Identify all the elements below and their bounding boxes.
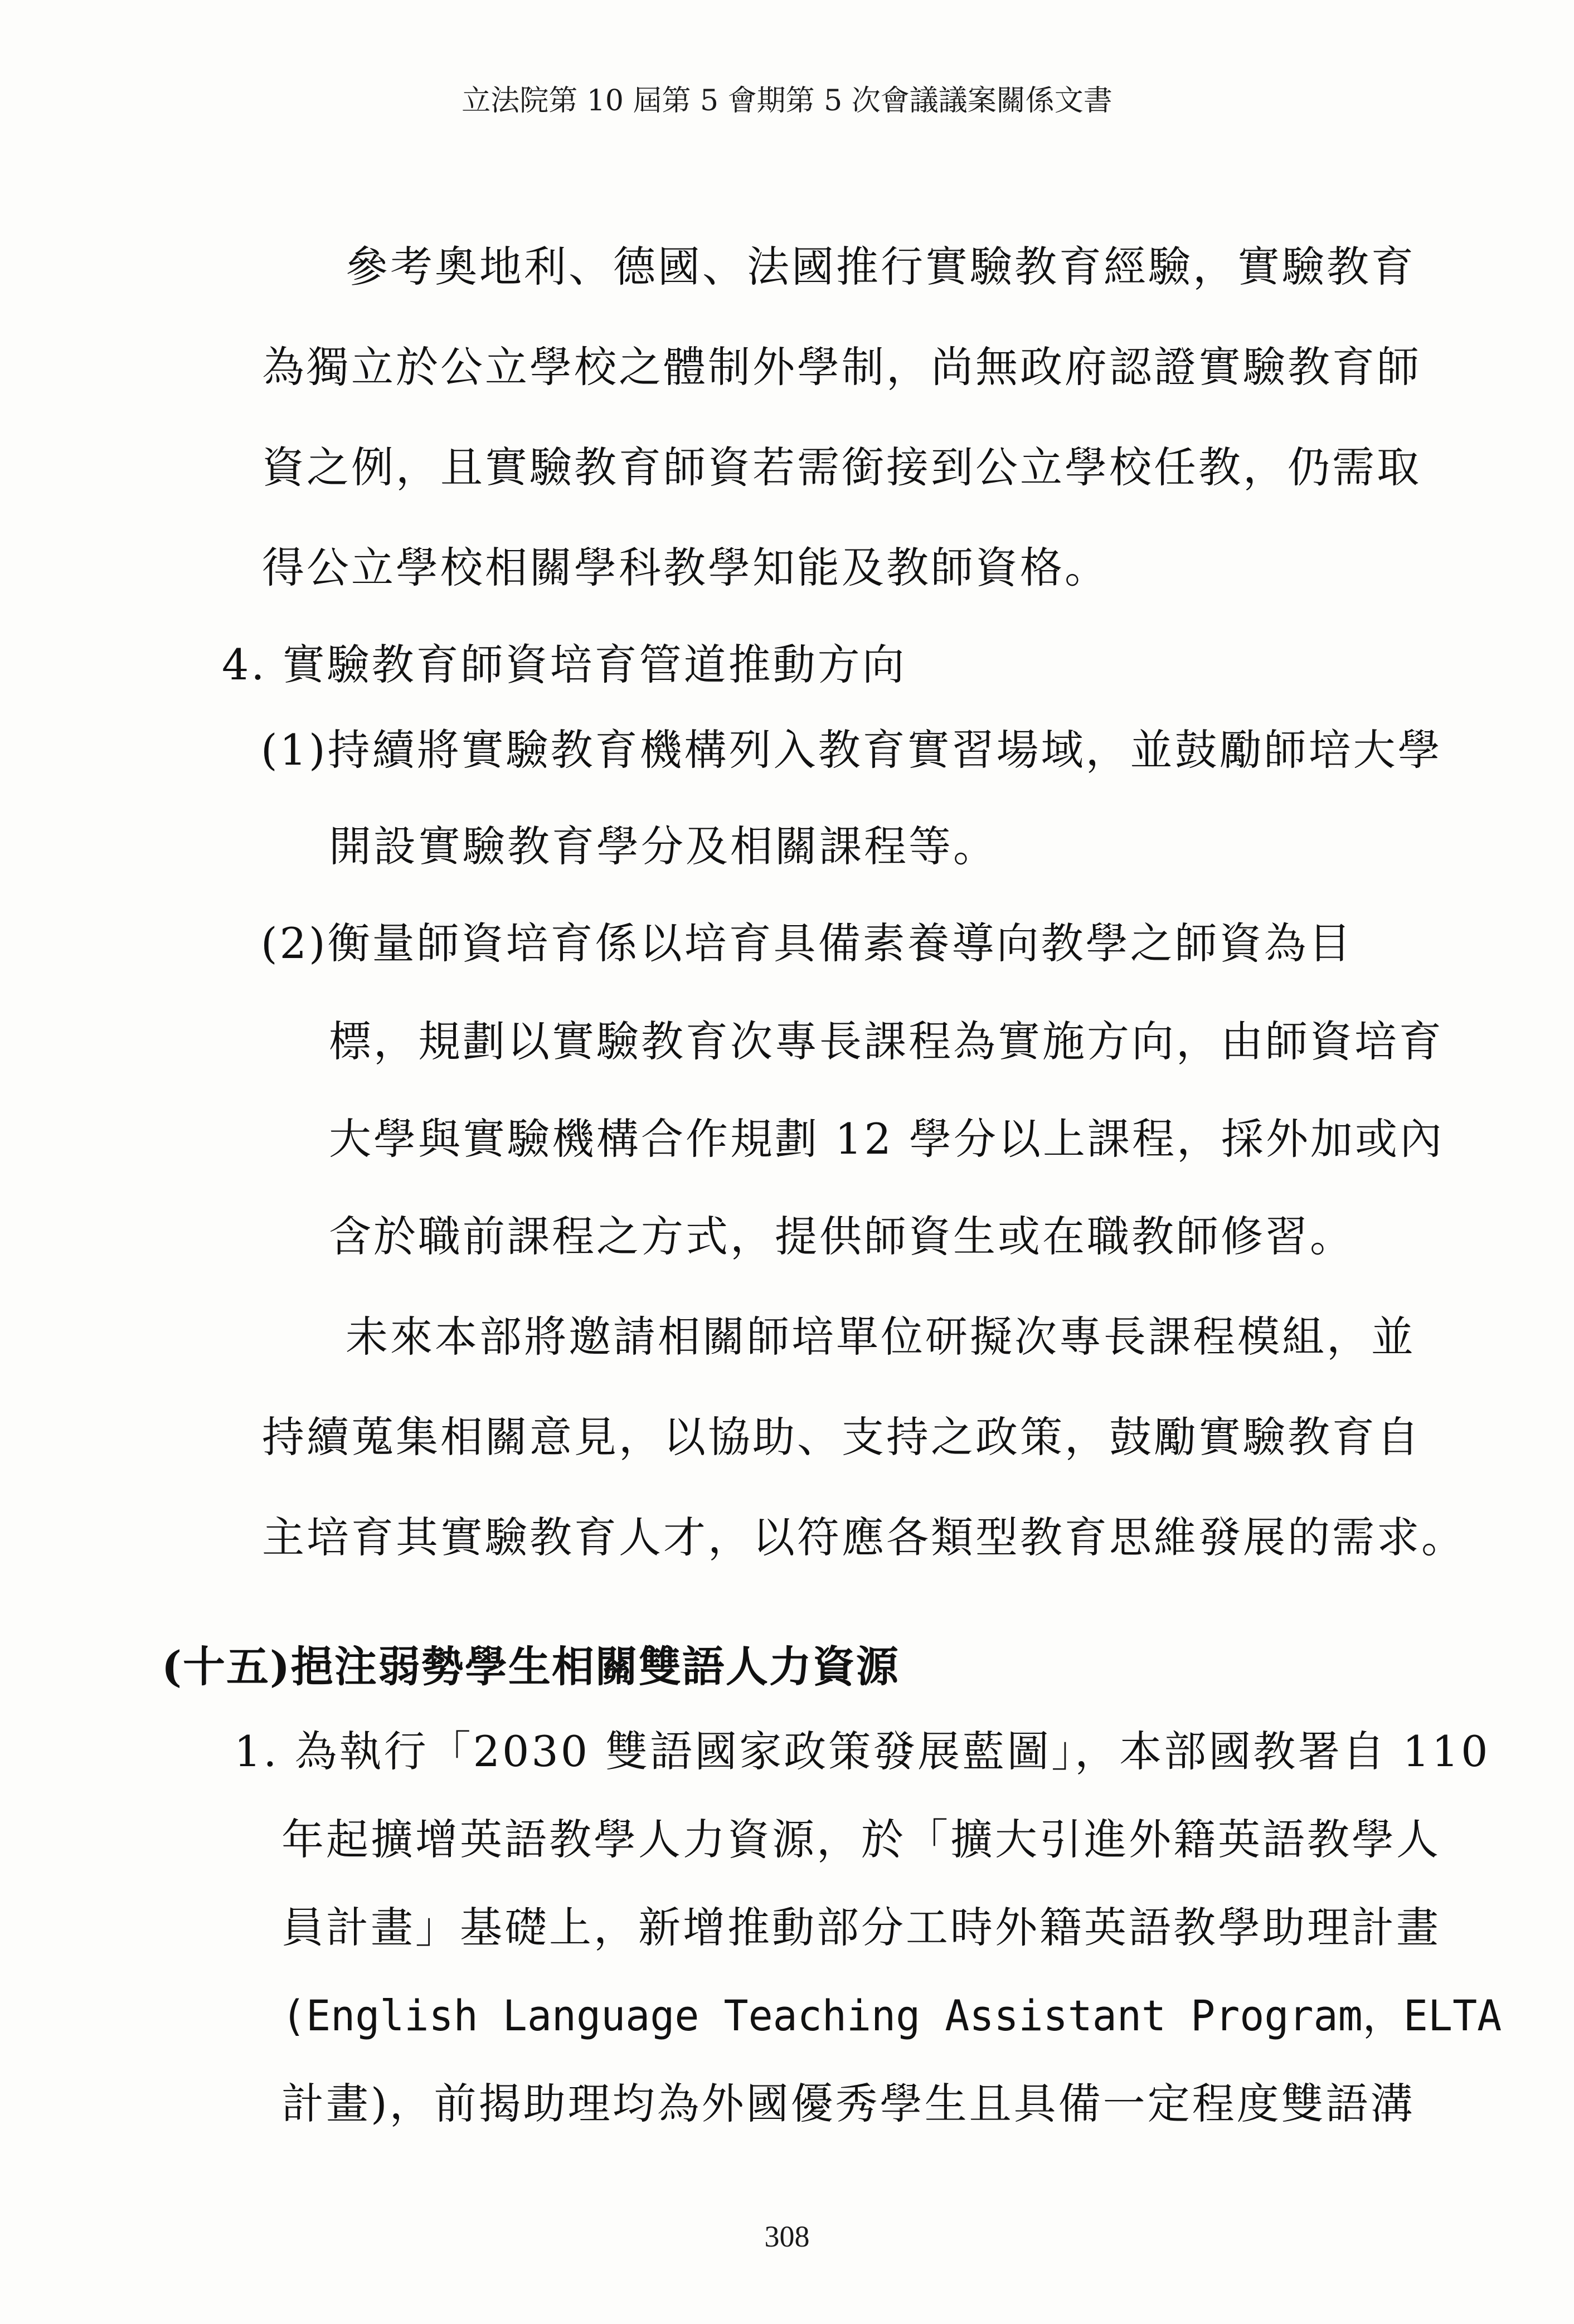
page-number: 308	[764, 2220, 810, 2253]
body-line: 持續蒐集相關意見，以協助、支持之政策，鼓勵實驗教育自	[262, 1412, 1421, 1462]
body-line: 未來本部將邀請相關師培單位研擬次專長課程模組，並	[346, 1312, 1416, 1362]
list-item-line: 1. 為執行「2030 雙語國家政策發展藍圖」，本部國教署自 110	[234, 1727, 1490, 1776]
section-heading: (十五)挹注弱勢學生相關雙語人力資源	[162, 1642, 900, 1691]
sub-item-line: 開設實驗教育學分及相關課程等。	[329, 821, 998, 871]
sub-item-line: (1)持續將實驗教育機構列入教育實習場域，並鼓勵師培大學	[261, 725, 1442, 775]
body-line: 主培育其實驗教育人才，以符應各類型教育思維發展的需求。	[262, 1513, 1466, 1562]
list-item-line: 年起擴增英語教學人力資源，於「擴大引進外籍英語教學人	[281, 1815, 1441, 1864]
body-line: 為獨立於公立學校之體制外學制，尚無政府認證實驗教育師	[262, 342, 1421, 392]
sub-item-line: (2)衡量師資培育係以培育具備素養導向教學之師資為目	[261, 918, 1353, 968]
list-item-heading: 4. 實驗教育師資培育管道推動方向	[222, 640, 907, 689]
list-item-line: (English Language Teaching Assistant Program，ELTA	[281, 1991, 1502, 2040]
sub-item-line: 含於職前課程之方式，提供師資生或在職教師修習。	[329, 1212, 1354, 1261]
body-line: 參考奧地利、德國、法國推行實驗教育經驗，實驗教育	[346, 242, 1416, 291]
body-line: 資之例，且實驗教育師資若需銜接到公立學校任教，仍需取	[262, 443, 1421, 492]
list-item-line: 計畫)，前揭助理均為外國優秀學生且具備一定程度雙語溝	[281, 2079, 1415, 2128]
list-item-line: 員計畫」基礎上，新增推動部分工時外籍英語教學助理計畫	[281, 1903, 1441, 1952]
document-header: 立法院第 10 屆第 5 會期第 5 次會議議案關係文書	[461, 84, 1113, 118]
body-line: 得公立學校相關學科教學知能及教師資格。	[262, 543, 1109, 592]
sub-item-line: 標，規劃以實驗教育次專長課程為實施方向，由師資培育	[329, 1017, 1444, 1066]
sub-item-line: 大學與實驗機構合作規劃 12 學分以上課程，採外加或內	[329, 1114, 1445, 1164]
